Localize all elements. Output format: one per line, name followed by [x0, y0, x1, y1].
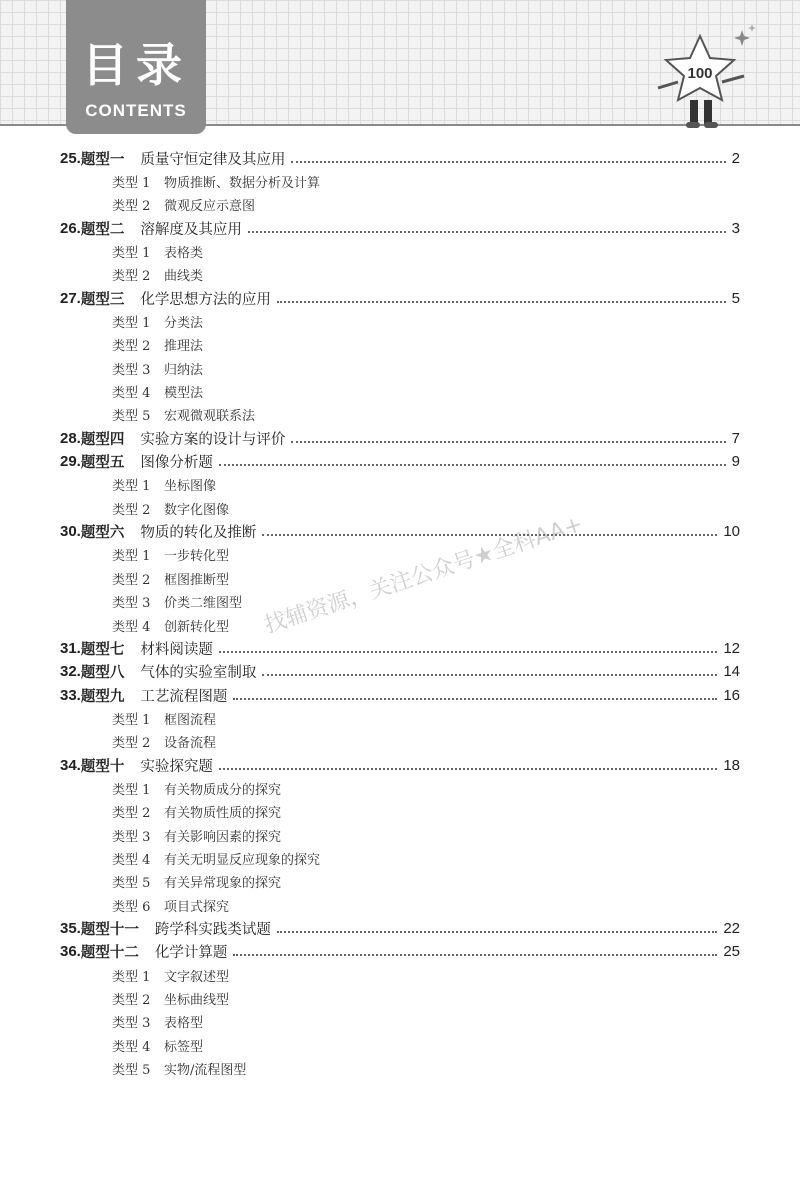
entry-title: 跨学科实践类试题 — [154, 922, 271, 939]
subentry-label: 类型 4 — [112, 386, 151, 401]
entry-page-number: 18 — [723, 756, 740, 774]
subentry-text: 标签型 — [164, 1039, 204, 1055]
subentry-text: 宏观微观联系法 — [164, 409, 256, 425]
subentry-text: 物质推断、数据分析及计算 — [164, 175, 321, 191]
entry-title: 溶解度及其应用 — [140, 221, 242, 238]
subentry-label: 类型 2 — [112, 993, 151, 1009]
subentry-label: 类型 3 — [112, 1016, 151, 1032]
toc-entry[interactable] — [60, 918, 740, 940]
star-mascot-icon — [650, 22, 762, 132]
subentry-label: 类型 3 — [112, 829, 151, 845]
toc-entry[interactable] — [60, 661, 740, 683]
subentry-text: 归纳法 — [164, 362, 204, 378]
entry-category: 题型八 — [80, 665, 125, 682]
entry-number: 32. — [60, 663, 81, 681]
entry-category: 题型一 — [80, 151, 125, 168]
toc-subentry[interactable] — [112, 824, 281, 846]
dot-leader — [291, 160, 725, 163]
subentry-label: 类型 2 — [112, 806, 151, 822]
entry-page-number: 2 — [731, 149, 740, 167]
entry-category: 题型六 — [80, 525, 125, 542]
title-tab — [66, 0, 206, 134]
toc-subentry[interactable] — [112, 240, 203, 262]
entry-page-number: 9 — [731, 453, 740, 471]
toc-subentry[interactable] — [112, 1011, 203, 1033]
subentry-label: 类型 4 — [112, 619, 151, 635]
entry-category: 题型十二 — [80, 945, 139, 962]
subentry-text: 曲线类 — [164, 269, 204, 285]
subentry-text: 框图推断型 — [164, 572, 230, 588]
subentry-text: 价类二维图型 — [164, 596, 243, 612]
subentry-text: 一步转化型 — [164, 549, 230, 565]
entry-title: 实验探究题 — [140, 758, 213, 775]
subentry-label: 类型 1 — [112, 245, 151, 261]
entry-number: 36. — [60, 943, 81, 961]
entry-category: 题型五 — [80, 455, 125, 472]
entry-title: 图像分析题 — [140, 455, 213, 472]
toc-entry[interactable] — [60, 684, 740, 706]
toc-subentry[interactable] — [112, 310, 203, 332]
entry-category: 题型九 — [80, 688, 125, 705]
mascot-label: 100 — [687, 65, 713, 82]
page-title: 目录 — [82, 38, 190, 92]
toc-subentry[interactable] — [112, 848, 320, 870]
dot-leader — [219, 767, 717, 770]
subentry-label: 类型 1 — [112, 479, 151, 495]
toc-subentry[interactable] — [112, 988, 229, 1010]
toc-subentry[interactable] — [112, 964, 229, 986]
toc-subentry[interactable] — [112, 194, 255, 216]
toc-subentry[interactable] — [112, 777, 281, 799]
dot-leader — [219, 650, 717, 653]
toc-subentry[interactable] — [112, 707, 216, 729]
subentry-label: 类型 5 — [112, 876, 151, 892]
entry-number: 28. — [60, 429, 81, 447]
toc-subentry[interactable] — [112, 170, 320, 192]
toc-subentry[interactable] — [112, 871, 281, 893]
subentry-text: 实物/流程图型 — [164, 1063, 247, 1079]
entry-title: 化学思想方法的应用 — [140, 291, 271, 308]
subentry-label: 类型 2 — [112, 502, 151, 518]
subentry-label: 类型 5 — [112, 409, 151, 425]
subentry-label: 类型 2 — [112, 736, 151, 752]
entry-number: 33. — [60, 686, 81, 704]
subentry-label: 类型 4 — [112, 1039, 151, 1055]
toc-subentry[interactable] — [112, 404, 255, 426]
subentry-label: 类型 3 — [112, 596, 151, 612]
toc-subentry[interactable] — [112, 381, 203, 403]
subentry-text: 坐标图像 — [164, 479, 217, 495]
subentry-text: 项目式探究 — [164, 899, 230, 915]
toc-entry[interactable] — [60, 147, 740, 169]
toc-entry[interactable] — [60, 521, 740, 543]
dot-leader — [262, 673, 717, 676]
toc-subentry[interactable] — [112, 264, 203, 286]
entry-category: 题型三 — [80, 291, 125, 308]
entry-page-number: 10 — [723, 523, 740, 541]
entry-category: 题型十一 — [80, 922, 139, 939]
subentry-text: 有关异常现象的探究 — [164, 876, 282, 892]
subentry-label: 类型 3 — [112, 362, 151, 378]
subentry-text: 模型法 — [164, 386, 204, 401]
dot-leader — [291, 440, 725, 443]
toc-entry[interactable] — [60, 637, 740, 659]
toc-subentry[interactable] — [112, 591, 242, 613]
toc-entry[interactable] — [60, 451, 740, 473]
toc-subentry[interactable] — [112, 497, 229, 519]
subentry-text: 表格型 — [164, 1016, 204, 1032]
subentry-text: 设备流程 — [164, 736, 217, 752]
subentry-text: 框图流程 — [164, 712, 217, 728]
toc-subentry[interactable] — [112, 614, 229, 636]
subentry-label: 类型 6 — [112, 899, 151, 915]
subentry-label: 类型 1 — [112, 782, 151, 798]
entry-number: 25. — [60, 149, 81, 167]
entry-page-number: 25 — [723, 943, 740, 961]
entry-title: 气体的实验室制取 — [140, 665, 257, 682]
toc-subentry[interactable] — [112, 567, 229, 589]
entry-category: 题型二 — [80, 221, 125, 238]
entry-title: 实验方案的设计与评价 — [140, 431, 286, 448]
dot-leader — [277, 300, 726, 303]
entry-title: 材料阅读题 — [140, 641, 213, 658]
entry-page-number: 22 — [723, 920, 740, 938]
toc-entry[interactable] — [60, 941, 740, 963]
entry-number: 30. — [60, 523, 81, 541]
toc-entry[interactable] — [60, 754, 740, 776]
entry-title: 化学计算题 — [154, 945, 228, 962]
entry-number: 35. — [60, 920, 81, 938]
subentry-label: 类型 2 — [112, 572, 151, 588]
toc-subentry[interactable] — [112, 1034, 203, 1056]
entry-category: 题型七 — [80, 641, 125, 658]
dot-leader — [233, 697, 717, 700]
subentry-text: 文字叙述型 — [164, 969, 230, 985]
dot-leader — [262, 533, 717, 536]
subentry-label: 类型 2 — [112, 199, 151, 215]
subentry-label: 类型 1 — [112, 712, 151, 728]
subentry-text: 分类法 — [164, 315, 204, 331]
toc-entry[interactable] — [60, 427, 740, 449]
entry-page-number: 16 — [723, 686, 740, 704]
subentry-label: 类型 1 — [112, 549, 151, 565]
dot-leader — [277, 930, 717, 933]
toc-entry[interactable] — [60, 217, 740, 239]
entry-page-number: 7 — [731, 429, 740, 447]
subentry-label: 类型 1 — [112, 315, 151, 331]
entry-title: 物质的转化及推断 — [140, 525, 257, 542]
subentry-text: 有关物质成分的探究 — [164, 782, 282, 798]
toc-subentry[interactable] — [112, 357, 203, 379]
toc-subentry[interactable] — [112, 894, 229, 916]
entry-number: 31. — [60, 639, 81, 657]
subentry-label: 类型 1 — [112, 175, 151, 191]
toc-subentry[interactable] — [112, 544, 229, 566]
toc-subentry[interactable] — [112, 474, 216, 496]
entry-page-number: 3 — [731, 219, 740, 237]
entry-page-number: 12 — [723, 639, 740, 657]
subentry-text: 有关物质性质的探究 — [164, 806, 282, 822]
dot-leader — [233, 953, 717, 956]
toc-subentry[interactable] — [112, 801, 281, 823]
entry-category: 题型十 — [80, 758, 125, 775]
subentry-label: 类型 1 — [112, 969, 151, 985]
entry-title: 质量守恒定律及其应用 — [140, 151, 286, 168]
subentry-label: 类型 2 — [112, 339, 151, 355]
subentry-text: 创新转化型 — [164, 619, 230, 635]
entry-number: 34. — [60, 756, 81, 774]
toc-subentry[interactable] — [112, 1058, 246, 1080]
entry-page-number: 14 — [723, 663, 740, 681]
watermark: 找辅资源，关注公众号★全科AA+ — [261, 511, 586, 639]
subentry-text: 有关无明显反应现象的探究 — [164, 853, 321, 868]
subentry-text: 数字化图像 — [164, 502, 230, 518]
entry-number: 26. — [60, 219, 81, 237]
toc-subentry[interactable] — [112, 731, 216, 753]
subentry-label: 类型 4 — [112, 853, 151, 868]
entry-number: 29. — [60, 453, 81, 471]
toc-entry[interactable] — [60, 287, 740, 309]
toc-subentry[interactable] — [112, 334, 203, 356]
page-subtitle: CONTENTS — [85, 101, 187, 120]
subentry-text: 微观反应示意图 — [164, 199, 256, 215]
entry-page-number: 5 — [731, 289, 740, 307]
entry-category: 题型四 — [80, 431, 125, 448]
entry-title: 工艺流程图题 — [140, 688, 228, 705]
subentry-text: 有关影响因素的探究 — [164, 829, 282, 845]
entry-number: 27. — [60, 289, 81, 307]
dot-leader — [219, 463, 726, 466]
subentry-label: 类型 2 — [112, 269, 151, 285]
subentry-text: 坐标曲线型 — [164, 993, 230, 1009]
subentry-text: 表格类 — [164, 245, 204, 261]
dot-leader — [248, 230, 726, 233]
subentry-label: 类型 5 — [112, 1063, 151, 1079]
subentry-text: 推理法 — [164, 339, 204, 355]
